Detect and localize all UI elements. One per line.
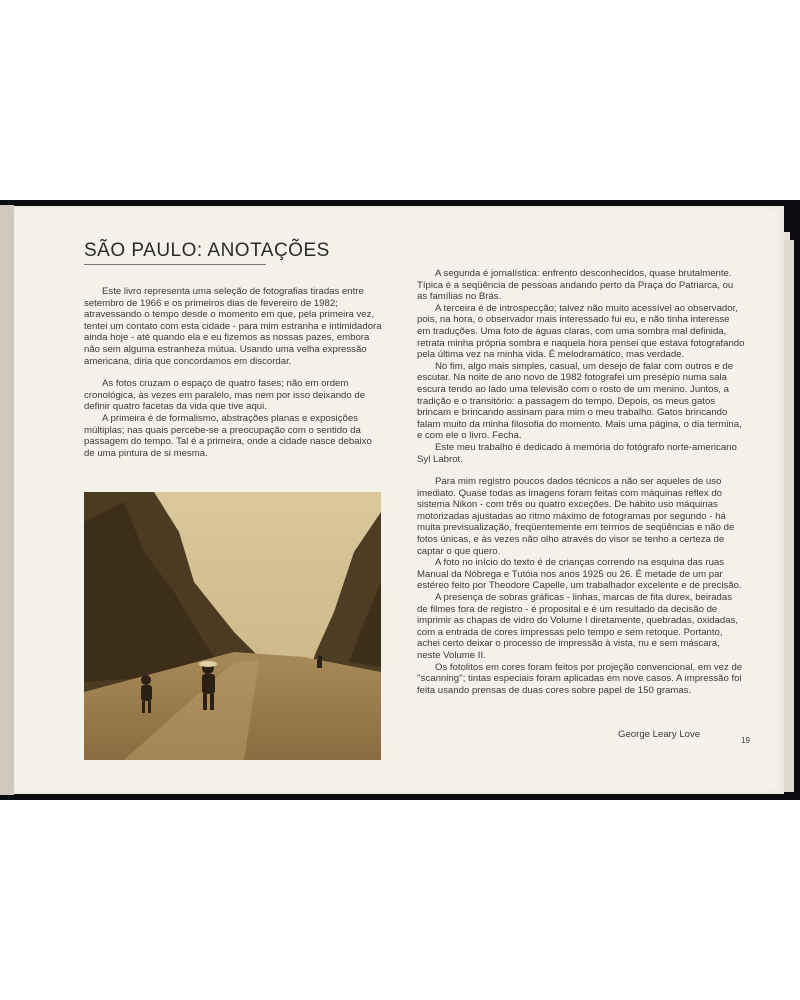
photo-illustration — [84, 492, 381, 760]
sepia-photograph-children-running — [84, 492, 381, 760]
paragraph: A terceira é de introspecção; talvez não muito acessível ao observador, pois, na hora, o observador mais interessado fui eu, e não tinha interesse em traduções. Uma foto de águas claras, com uma sombra mal definida, retrata minha própria sombra e naquela hora pensei que estava fotografando pela última vez na minha vida. É melodramático, mas verdade. — [417, 302, 745, 361]
paragraph: A primeira é de formalismo, abstrações planas e exposições múltiplas; nas quais percebe-se a preocupação com o sentido da passagem do tempo. Tal é a primeira, onde a cidade nasce debaixo de uma pintura de si mesma. — [84, 412, 372, 459]
paragraph: Os fotolitos em cores foram feitos por projeção convencional, em vez de ''scanning''; tintas especiais foram aplicadas em nove casos. A impressão foi feita usando prensas de duas cores sobre papel de 150 gramas. — [417, 661, 743, 696]
left-text-column — [84, 286, 384, 459]
page-number: 19 — [741, 736, 750, 745]
paragraph: Este livro representa uma seleção de fotografias tiradas entre setembro de 1966 e os primeiros dias de fevereiro de 1982; atravessando o tempo desde o momento em que, pela primeira vez, tentei um contato com esta cidade - para mim estranha e intimidadora ainda hoje - até quando ela e eu fizemos as nossas pazes, embora não sem alguma estranheza mútua. Usando uma velha expressão americana, diria que concordamos em discordar. — [84, 286, 382, 367]
right-text-column — [417, 268, 745, 696]
author-signature: George Leary Love — [618, 729, 701, 740]
paragraph: A presença de sobras gráficas - linhas, marcas de fita durex, beiradas de filmes fora de registro - é proposital e é um resultado da decisão de imprimir as chapas de vidro do Volume I diretamente, quebradas, oxidadas, com a entrada de cores impressas pelo tempo e sem retoque. Portanto, achei certo deixar o processo de impressão à vista, nu e sem máscara, neste Volume II. — [417, 592, 739, 661]
paragraph: As fotos cruzam o espaço de quatro fases; não em ordem cronológica, às vezes em paralelo, mas nem por isso deixando de definir quatro facetas da vida que tive aqui. — [84, 378, 366, 413]
paragraph: A segunda é jornalística: enfrento desconhecidos, quase brutalmente. Típica é a seqüência de pessoas andando perto da Praça do Patriarca, ou as famílias no Brás. — [417, 268, 734, 303]
paragraph: Para mim registro poucos dados técnicos a não ser aqueles de uso imediato. Quase todas as imagens foram feitas com máquinas reflex do sistema Nikon - com três ou quatro exceções. De hábito uso máquinas motorizadas ajustadas ao ritmo máximo de fotogramas por segundo - há muita previsualização, freqüentemente em termos de seqüências e não de fotos únicas, e às vezes não olho através do visor se tenho a certeza de captar o que quero. — [417, 476, 735, 557]
paragraph: A foto no início do texto é de crianças correndo na esquina das ruas Manual da Nóbrega e Tutóia nos anos 1925 ou 26. É metade de um par estéreo feito por Theodore Capelle, um trabalhador excelente e de precisão. — [417, 557, 742, 592]
paragraph: No fim, algo mais simples, casual, um desejo de falar com outros e de escutar. Na noite de ano novo de 1982 fotografei um presépio numa sala escura tendo ao lado uma televisão com o rosto de um menino. Juntos, a tradição e o transitório: a passagem do tempo. Depois, os meus gatos brincam e brincando assinam para mim o meu trabalho. Gatos brincando falam muito da minha filosofia do momento. Mais uma página, o dia termina, e com ele o livro. Fecha. — [417, 360, 742, 442]
title-underline — [84, 264, 266, 265]
page-title: SÃO PAULO: ANOTAÇÕES — [84, 240, 330, 261]
book-left-page-edge — [0, 205, 14, 795]
paragraph: Este meu trabalho é dedicado à memória do fotógrafo norte-americano Syl Labrot. — [417, 441, 737, 465]
